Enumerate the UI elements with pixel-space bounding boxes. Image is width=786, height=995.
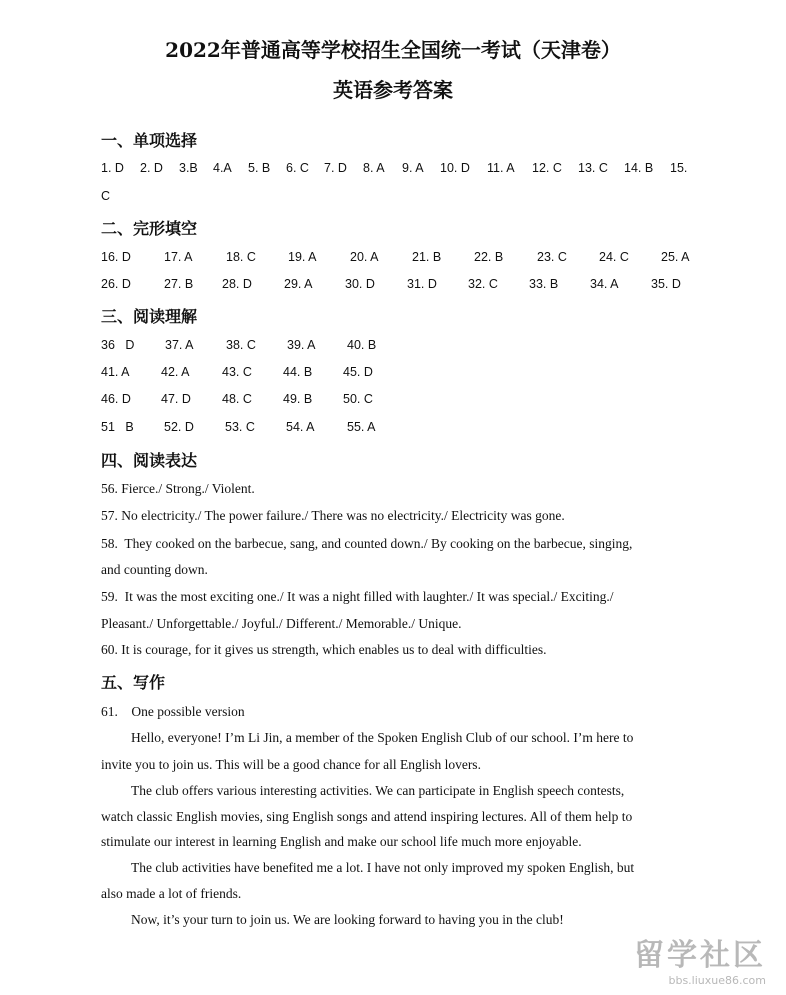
answer-item: 42. A <box>161 365 190 379</box>
section-heading-reading: 三、阅读理解 <box>101 307 198 326</box>
answer-item: 8. A <box>363 161 385 175</box>
answer-item: 26. D <box>101 277 131 291</box>
answer-item: 21. B <box>412 250 442 264</box>
expression-answer-56: 56. Fierce./ Strong./ Violent. <box>101 481 255 496</box>
answer-item: 20. A <box>350 250 379 264</box>
answer-item: 47. D <box>161 392 191 406</box>
answer-item: 51 B <box>101 420 134 434</box>
answer-item: 34. A <box>590 277 619 291</box>
answer-item: 31. D <box>407 277 437 291</box>
answer-item: 38. C <box>226 338 256 352</box>
essay-line: Hello, everyone! I’m Li Jin, a member of the Spoken English Club of our school. I’m here to <box>131 730 634 745</box>
answer-item: 44. B <box>283 365 313 379</box>
section-heading-writing: 五、写作 <box>101 673 166 692</box>
answer-item: 36 D <box>101 338 135 352</box>
section-heading-single-choice: 一、单项选择 <box>101 131 198 150</box>
answer-item: 6. C <box>286 161 309 175</box>
essay-line: Now, it’s your turn to join us. We are looking forward to having you in the club! <box>131 912 564 927</box>
answer-item: 32. C <box>468 277 498 291</box>
answer-item: 29. A <box>284 277 313 291</box>
answer-item: 7. D <box>324 161 347 175</box>
answer-item: 52. D <box>164 420 194 434</box>
expression-answer-59-line2: Pleasant./ Unforgettable./ Joyful./ Different./ Memorable./ Unique. <box>101 616 462 631</box>
answer-item: 54. A <box>286 420 315 434</box>
answer-item: 12. C <box>532 161 562 175</box>
answer-item: 1. D <box>101 161 124 175</box>
answer-item: 10. D <box>440 161 470 175</box>
answer-item: 53. C <box>225 420 255 434</box>
writing-question-label: 61. One possible version <box>101 704 245 719</box>
expression-answer-60: 60. It is courage, for it gives us strength, which enables us to deal with difficulties. <box>101 642 547 657</box>
answer-item: 49. B <box>283 392 313 406</box>
answer-item: 17. A <box>164 250 193 264</box>
answer-item: 27. B <box>164 277 194 291</box>
answer-item: 5. B <box>248 161 271 175</box>
section-heading-cloze: 二、完形填空 <box>101 219 198 238</box>
answer-item: 9. A <box>402 161 424 175</box>
answer-item: 4.A <box>213 161 232 175</box>
expression-answer-59-line1: 59. It was the most exciting one./ It was a night filled with laughter./ It was special./ Exciting./ <box>101 589 614 604</box>
answer-item: 13. C <box>578 161 608 175</box>
answer-item: C <box>101 189 111 203</box>
answer-item: 45. D <box>343 365 373 379</box>
document-subtitle: 英语参考答案 <box>333 78 453 102</box>
answer-item: 39. A <box>287 338 316 352</box>
watermark-text: 留学社区 <box>634 938 766 973</box>
answer-item: 23. C <box>537 250 567 264</box>
watermark-logo <box>634 930 766 987</box>
answer-item: 16. D <box>101 250 131 264</box>
answer-item: 41. A <box>101 365 130 379</box>
answer-item: 28. D <box>222 277 252 291</box>
answer-item: 14. B <box>624 161 654 175</box>
watermark-url: bbs.liuxue86.com <box>668 974 766 987</box>
expression-answer-57: 57. No electricity./ The power failure./ There was no electricity./ Electricity was gone. <box>101 508 565 523</box>
answer-item: 37. A <box>165 338 194 352</box>
answer-item: 19. A <box>288 250 317 264</box>
answer-item: 43. C <box>222 365 252 379</box>
answer-item: 3.B <box>179 161 198 175</box>
answer-item: 55. A <box>347 420 376 434</box>
answer-item: 33. B <box>529 277 559 291</box>
answer-item: 15. <box>670 161 688 175</box>
answer-item: 50. C <box>343 392 373 406</box>
section-heading-expression: 四、阅读表达 <box>101 451 198 470</box>
essay-line: stimulate our interest in learning English and make our school life much more enjoyable. <box>101 834 582 849</box>
answer-item: 24. C <box>599 250 629 264</box>
expression-answer-58-line1: 58. They cooked on the barbecue, sang, and counted down./ By cooking on the barbecue, singing, <box>101 536 633 551</box>
essay-line: watch classic English movies, sing English songs and attend inspiring lectures. All of them help to <box>101 809 633 824</box>
answer-item: 48. C <box>222 392 252 406</box>
answer-item: 2. D <box>140 161 163 175</box>
answer-item: 22. B <box>474 250 504 264</box>
essay-line: also made a lot of friends. <box>101 886 242 901</box>
answer-item: 35. D <box>651 277 681 291</box>
answer-item: 30. D <box>345 277 375 291</box>
answer-item: 46. D <box>101 392 131 406</box>
answer-item: 25. A <box>661 250 690 264</box>
answer-item: 40. B <box>347 338 377 352</box>
essay-line: The club offers various interesting activities. We can participate in English speech contests, <box>131 783 625 798</box>
document-title: 2022年普通高等学校招生全国统一考试（天津卷） <box>165 38 621 62</box>
expression-answer-58-line2: and counting down. <box>101 562 208 577</box>
answer-item: 18. C <box>226 250 256 264</box>
answer-item: 11. A <box>487 161 515 175</box>
essay-line: The club activities have benefited me a lot. I have not only improved my spoken English, but <box>131 860 635 875</box>
essay-line: invite you to join us. This will be a good chance for all English lovers. <box>101 757 481 772</box>
